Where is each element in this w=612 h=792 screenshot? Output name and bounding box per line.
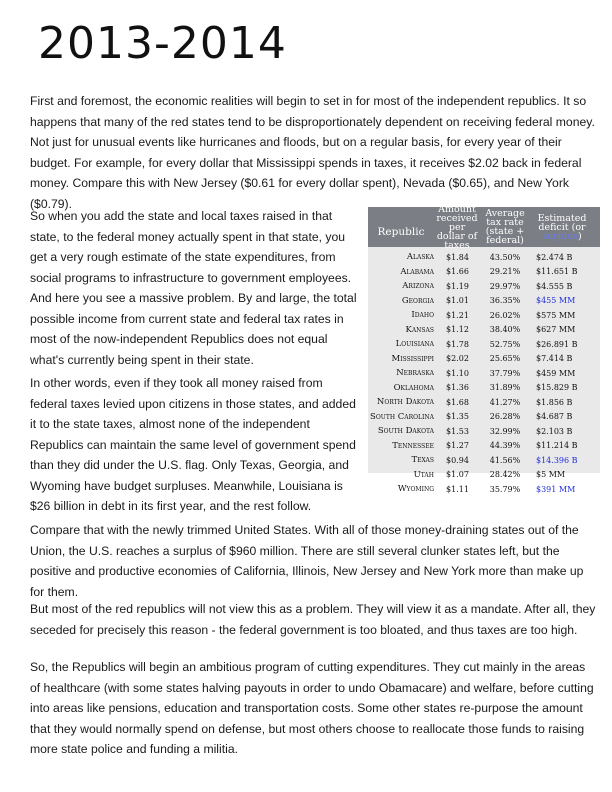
- budget-table: [368, 203, 600, 495]
- cell-state: Arizona: [402, 281, 434, 292]
- header-republic: Republic: [377, 225, 425, 238]
- cell-tax-rate: 43.50%: [489, 252, 521, 262]
- paragraph-mandate: But most of the red republics will not view this as a problem. They will view it as a mandate. After all, they seceded for precisely this reason - the federal government is too bloated, and thus taxes are too high.: [30, 602, 596, 637]
- cell-amount: $1.21: [446, 310, 469, 320]
- cell-amount: $2.02: [446, 354, 469, 364]
- table-row: [368, 468, 600, 483]
- cell-state: Idaho: [411, 310, 434, 321]
- header-deficit: [530, 214, 594, 241]
- cell-deficit: $2.474 B: [536, 252, 573, 262]
- header-tax-rate: Average tax rate (state + federal): [485, 208, 525, 246]
- cell-tax-rate: 29.21%: [489, 267, 521, 277]
- paragraph-surpluses: In other words, even if they took all money raised from federal taxes levied upon citizens in those states, and added it to the state taxes, almost none of the independent Republics can maintain the same level of government spend than they did under the U.S. flag. Only Texas, Georgia, and Wyoming have budget surpluses. Meanwhile, Louisiana is $26 billion in debt in its first year, and the rest follow.: [30, 376, 356, 513]
- cell-amount: $1.36: [446, 383, 469, 393]
- cell-state: Tennessee: [392, 440, 434, 451]
- cell-amount: $1.10: [446, 368, 469, 378]
- header-amount: Amount received per dollar of taxes: [436, 203, 478, 251]
- cell-state: South Dakota: [377, 426, 434, 437]
- cell-state: Wyoming: [397, 484, 434, 495]
- cell-amount: $1.68: [446, 397, 469, 407]
- table-body: [368, 247, 600, 497]
- cell-state: North Dakota: [376, 397, 434, 408]
- cell-deficit: $4.687 B: [536, 412, 573, 422]
- cell-deficit: $15.829 B: [536, 383, 578, 393]
- table-row: [368, 424, 600, 439]
- cell-deficit: $26.891 B: [536, 339, 578, 349]
- cell-tax-rate: 29.97%: [489, 281, 521, 291]
- cell-amount: $1.66: [446, 267, 469, 277]
- cell-amount: $1.11: [446, 484, 469, 494]
- cell-deficit: $575 MM: [536, 310, 576, 320]
- cell-amount: $1.78: [446, 339, 469, 349]
- cell-state: Georgia: [401, 295, 434, 306]
- cell-amount: $1.27: [446, 441, 469, 451]
- header-deficit-suffix: ): [577, 230, 582, 242]
- paragraph-united-states: Compare that with the newly trimmed United States. With all of those money-draining states out of the Union, the U.S. reaches a surplus of $960 million. There are still several clunker states left, but the positive and productive economies of California, Illinois, New Jersey and New York more than make up for them.: [30, 523, 584, 599]
- cell-amount: $1.01: [446, 296, 469, 306]
- table-header: [368, 203, 600, 251]
- cell-amount: $1.12: [446, 325, 469, 335]
- table-row: [368, 381, 600, 396]
- paragraph-expenditures: So when you add the state and local taxes raised in that state, to the federal money actually spent in that state, you get a very rough estimate of the state expenditures, from social programs to infrastructure to government employees. And here you see a massive problem. By and large, the total possible income from current state and federal tax rates in most of the now-independent Republics does not equal what's currently being spent in their state.: [30, 209, 357, 367]
- cell-deficit: $627 MM: [536, 325, 576, 335]
- cell-tax-rate: 31.89%: [489, 383, 521, 393]
- cell-amount: $1.35: [446, 412, 469, 422]
- cell-state: Oklahoma: [393, 382, 434, 393]
- cell-tax-rate: 28.42%: [489, 470, 521, 480]
- table-row: [368, 265, 600, 280]
- cell-amount: $1.07: [446, 470, 469, 480]
- paragraph-cutting: So, the Republics will begin an ambitious program of cutting expenditures. They cut mainly in the areas of healthcare (with some states halving payouts in order to undo Obamacare) and welfare, before cutting into areas like pensions, education and transportation costs. Some other states re-purpose the amount that they would normally spend on defense, but most others choose to reallocate those funds to raising more state police and funding a militia.: [30, 660, 594, 756]
- cell-state: Alabama: [400, 266, 434, 277]
- cell-amount: $1.53: [446, 426, 469, 436]
- cell-amount: $1.84: [446, 252, 469, 262]
- cell-amount: $0.94: [446, 455, 469, 465]
- page-title: 2013-2014: [38, 18, 287, 69]
- cell-deficit: $1.856 B: [536, 397, 573, 407]
- header-deficit-surplus: surplus: [542, 230, 578, 242]
- cell-tax-rate: 41.56%: [489, 455, 521, 465]
- table-row: [368, 366, 600, 381]
- table-row: [368, 308, 600, 323]
- cell-state: Mississippi: [391, 353, 434, 364]
- cell-deficit: $14.396 B: [536, 455, 578, 465]
- paragraph-intro: First and foremost, the economic realities will begin to set in for most of the independent republics. It so happens that many of the red states tend to be disproportionately dependent on receiving federal money. Not just for unusual events like hurricanes and floods, but on a regular basis, for every year of their budget. For example, for every dollar that Mississippi spends in taxes, it receives $2.02 back in federal money. Compare this with New Jersey ($0.61 for every dollar spent), Nevada ($0.65), and New York ($0.79).: [30, 94, 595, 211]
- table-row: [368, 337, 600, 352]
- cell-deficit: $4.555 B: [536, 281, 573, 291]
- cell-tax-rate: 37.79%: [489, 368, 521, 378]
- cell-tax-rate: 25.65%: [489, 354, 521, 364]
- table-row: [368, 279, 600, 294]
- table-row: [368, 439, 600, 454]
- table-row: [368, 294, 600, 309]
- cell-tax-rate: 38.40%: [489, 325, 521, 335]
- cell-deficit: $2.103 B: [536, 426, 573, 436]
- cell-tax-rate: 41.27%: [489, 397, 521, 407]
- cell-tax-rate: 35.79%: [489, 484, 521, 494]
- table-row: [368, 352, 600, 367]
- cell-tax-rate: 26.02%: [489, 310, 521, 320]
- table-row: [368, 323, 600, 338]
- cell-state: Nebraska: [396, 368, 434, 379]
- cell-state: Texas: [411, 455, 434, 466]
- cell-deficit: $459 MM: [536, 368, 576, 378]
- table-row: [368, 250, 600, 265]
- cell-state: Louisiana: [395, 339, 434, 350]
- cell-deficit: $455 MM: [536, 296, 576, 306]
- table-row: [368, 453, 600, 468]
- table-row: [368, 482, 600, 497]
- cell-amount: $1.19: [446, 281, 469, 291]
- cell-deficit: $11.214 B: [536, 441, 578, 451]
- cell-tax-rate: 32.99%: [489, 426, 521, 436]
- cell-tax-rate: 44.39%: [489, 441, 521, 451]
- cell-state: Kansas: [405, 324, 434, 335]
- cell-deficit: $391 MM: [536, 484, 576, 494]
- cell-deficit: $5 MM: [536, 470, 566, 480]
- cell-deficit: $7.414 B: [536, 354, 573, 364]
- cell-state: Alaska: [406, 252, 434, 263]
- cell-state: South Carolina: [370, 411, 434, 422]
- cell-tax-rate: 52.75%: [489, 339, 521, 349]
- header-deficit-prefix: Estimated deficit (or: [537, 212, 587, 233]
- cell-tax-rate: 36.35%: [489, 296, 521, 306]
- cell-tax-rate: 26.28%: [489, 412, 521, 422]
- table-row: [368, 410, 600, 425]
- cell-deficit: $11.651 B: [536, 267, 578, 277]
- table-row: [368, 395, 600, 410]
- cell-state: Utah: [413, 469, 434, 480]
